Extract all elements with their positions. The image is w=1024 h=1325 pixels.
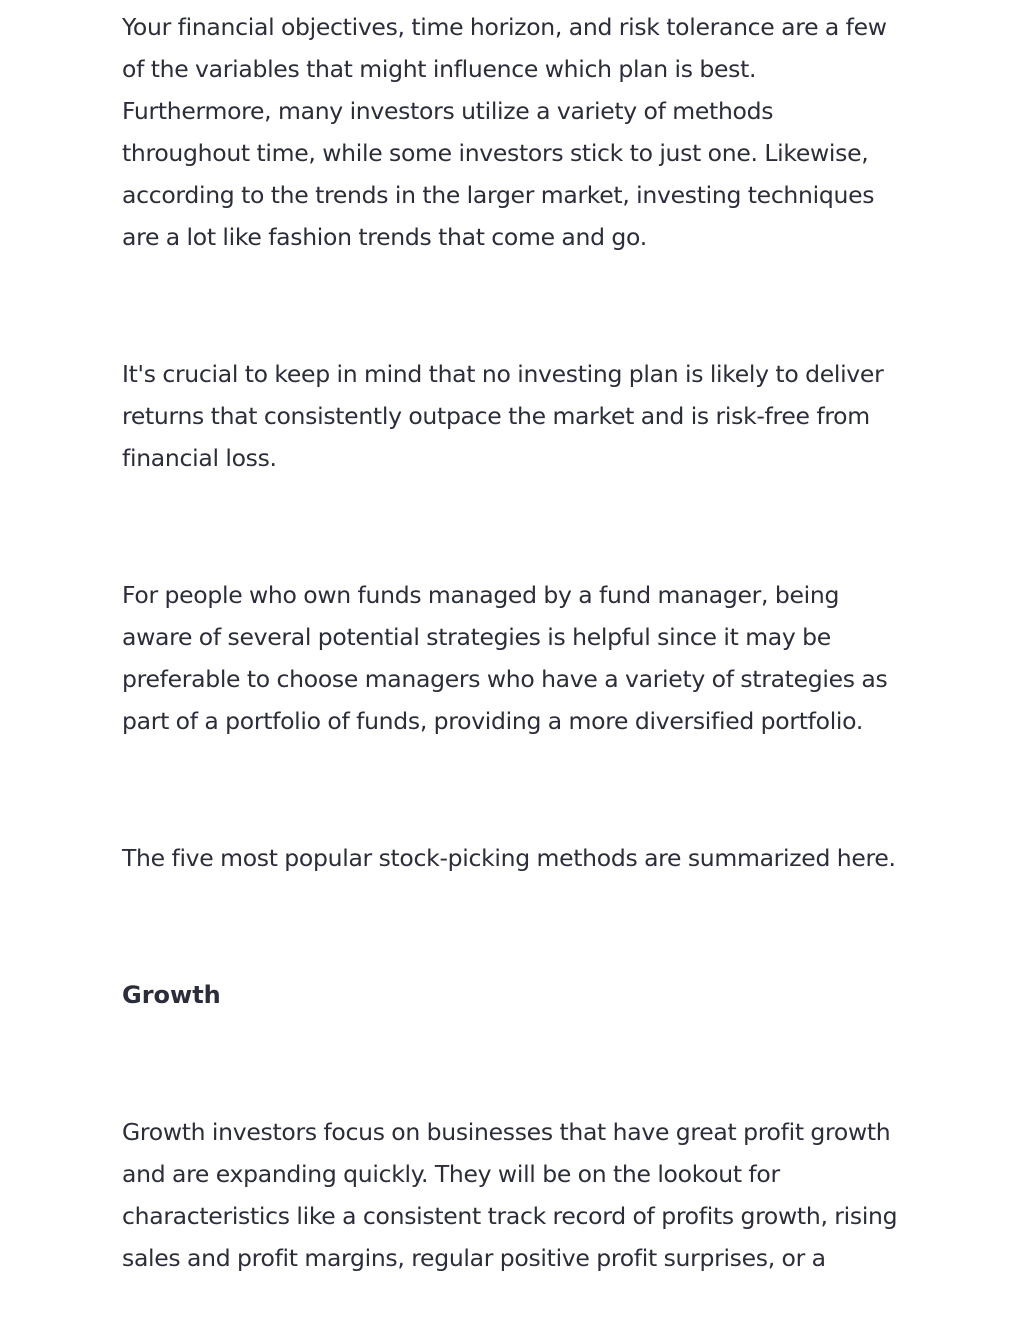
paragraph-fund-managers: For people who own funds managed by a fund manager, being aware of several potential strategies is helpful since it may be preferable to choose managers who have a variety of strategies as part of a portfolio of funds, providing a more diversified portfolio. xyxy=(122,581,888,735)
paragraph-no-risk-free-plan: It's crucial to keep in mind that no investing plan is likely to deliver returns that consistently outpace the market and is risk-free from financial loss. xyxy=(122,360,884,472)
section-heading-growth: Growth xyxy=(122,981,221,1009)
paragraph-five-methods: The five most popular stock-picking methods are summarized here. xyxy=(122,844,896,872)
paragraph-investment-variables: Your financial objectives, time horizon, and risk tolerance are a few of the variables that might influence which plan is best. Furthermore, many investors utilize a variety of methods throughout time, while some investors stick to just one. Likewise, according to the trends in the larger market, investing techniques are a lot like fashion trends that come and go. xyxy=(122,13,887,251)
article-body xyxy=(122,6,902,1279)
paragraph-growth-investors: Growth investors focus on businesses that have great profit growth and are expanding quickly. They will be on the lookout for characteristics like a consistent track record of profits growth, rising sales and profit margins, regular positive profit surprises, or a xyxy=(122,1118,898,1272)
